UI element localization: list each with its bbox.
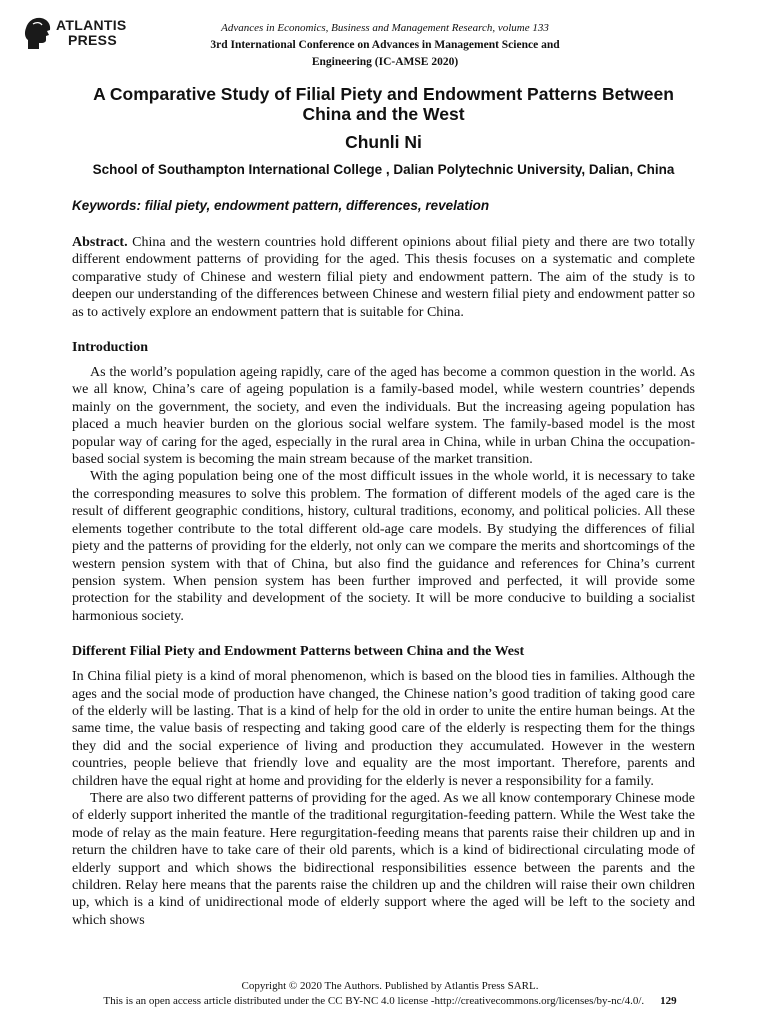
abstract-label: Abstract.	[72, 235, 128, 250]
paper-body	[72, 84, 695, 929]
conference-line-2: Engineering (IC-AMSE 2020)	[311, 56, 459, 68]
publisher-line1: ATLANTIS	[56, 17, 127, 33]
abstract-text: China and the western countries hold different opinions about filial piety and there are two totally different endowment patterns of providing for the aged. This thesis focuses on a systematic and complete comparative study of Chinese and western filial piety and endowment pattern. The aim of the study is to deepen our understanding of the differences between Chinese and western filial piety and endowment patter so as to actively explore an endowment pattern that is suitable for China.	[72, 235, 695, 320]
title-line-2: China and the West	[302, 104, 465, 124]
paper-title	[72, 84, 695, 124]
keywords: Keywords: filial piety, endowment pattern, differences, revelation	[72, 198, 490, 213]
page-number: 129	[660, 995, 677, 1007]
abstract	[72, 234, 695, 321]
author-affiliation: School of Southampton International College , Dalian Polytechnic University, Dalian, China	[92, 162, 675, 177]
atlantis-head-icon	[22, 16, 52, 50]
conference-line-1: 3rd International Conference on Advances in Management Science and	[210, 39, 560, 51]
paragraph: In China filial piety is a kind of moral phenomenon, which is based on the blood ties in families. Although the ages and the social mode of production have changed, the Chinese nation’s good tradition of taking good care of the elderly will be lasting. That is a kind of help for the old in order to unite the entire human beings. At the same time, the value basis of respecting and taking good care of the elderly is respecting them for the things they did and the social experience of living and production they accumulated. However in the western countries, people believe that friendly love and equality are the most important. Therefore, parents and children have the equal right at home and providing for the elderly is never a responsibility for a family.	[72, 669, 695, 789]
paragraph: With the aging population being one of the most difficult issues in the whole world, it is necessary to take the corresponding measures to solve this problem. The formation of different models of the aged care is the result of different geographic conditions, history, cultural traditions, economy, and political policies. All these elements together contribute to the total different old-age care models. By studying the differences of filial piety and the patterns of providing for the elderly, not only can we compare the merits and shortcomings of the western pension system with that of China, but also find the guidance and references for China’s current pension system. When pension system has been further improved and perfected, it will provide some protection for the stability and development of the society. It will be more conducive to building a socialist harmonious society.	[72, 469, 695, 624]
title-line-1: A Comparative Study of Filial Piety and Endowment Patterns Between	[93, 84, 674, 104]
paragraph: As the world’s population ageing rapidly, care of the aged has become a common question in the world. As we all know, China’s care of ageing population is a family-based model, while western countries’ depends mainly on the government, the society, and even the individuals. But the increasing ageing population has placed a much heavier burden on the glorious social welfare system. The family-based model is the most popular way of caring for the aged, especially in the rural area in China, while in urban China the occupation-based social system is becoming the main stream because of the market transition.	[72, 365, 695, 468]
page-footer	[70, 979, 710, 1009]
section-heading-differences: Different Filial Piety and Endowment Patterns between China and the West	[72, 644, 525, 660]
paragraph: There are also two different patterns of providing for the aged. As we all know contemporary Chinese mode of elderly support inherited the mantle of the traditional regurgitation-feeding pattern. While the West take the mode of relay as the main feature. Here regurgitation-feeding means that parents raise their children up and in return the children have to take care of their old parents, which is a kind of bidirectional circulating mode of elderly support and which shows the bidirectional responsibilities essence between the parents and the children. Relay here means that the parents raise the children up and the children will raise their own children up, which is a kind of unidirectional mode of elderly support where the aged will be left to the society and which shows	[72, 790, 695, 928]
series-title: Advances in Economics, Business and Management Research, volume 133	[221, 22, 549, 34]
section-heading-introduction: Introduction	[72, 340, 148, 356]
publisher-name	[56, 18, 127, 48]
running-header	[190, 20, 580, 71]
publisher-line2: PRESS	[68, 32, 117, 48]
license-notice: This is an open access article distributed under the CC BY-NC 4.0 license -http://creativecommons.org/licenses/by-nc/4.0/.	[103, 995, 645, 1007]
publisher-logo	[22, 13, 132, 53]
author-name: Chunli Ni	[345, 132, 422, 152]
copyright-notice: Copyright © 2020 The Authors. Published by Atlantis Press SARL.	[241, 980, 539, 992]
